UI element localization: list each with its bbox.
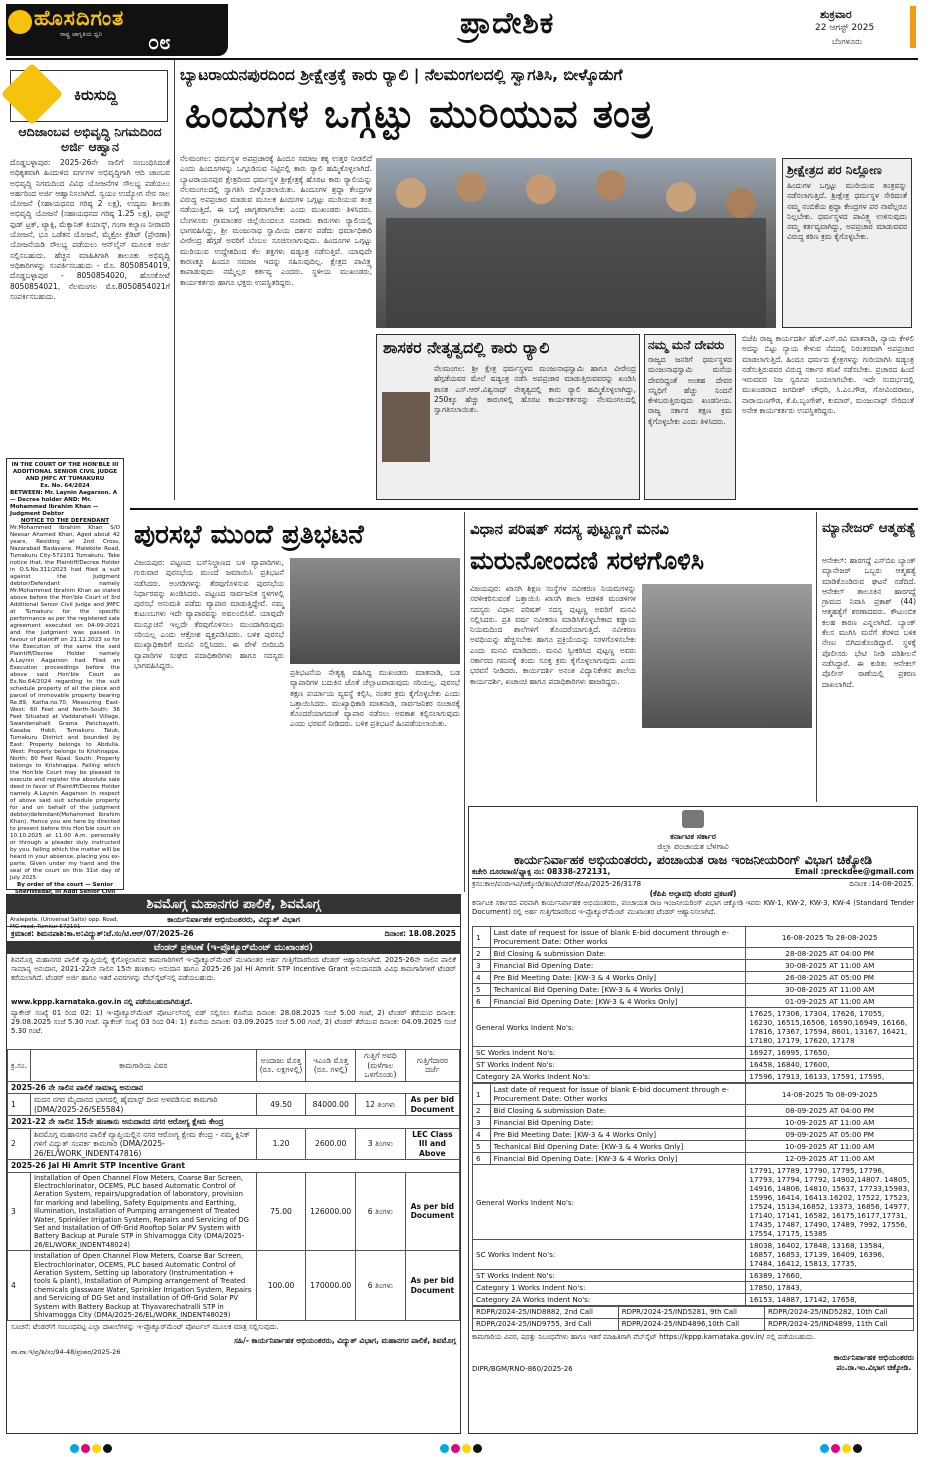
row-amount: 100.00 bbox=[256, 1251, 306, 1321]
table-row bbox=[473, 1165, 914, 1240]
table-row bbox=[473, 1105, 914, 1117]
masthead-rule bbox=[6, 58, 918, 60]
shimoga-tender bbox=[6, 894, 461, 1434]
court-notice-advocate: Aralepete, (Universal Salts) opp. Road, MG road, Tumkur-572101 bbox=[10, 917, 119, 930]
page-number: ೦೮ bbox=[148, 30, 171, 54]
indent-value: 16389, 17660, bbox=[746, 1270, 914, 1282]
lead-continuation-body: ಬಿಜೆಪಿ ರಾಜ್ಯ ಕಾರ್ಯದರ್ಶಿ ಹೆಚ್.ಎಸ್.ರವಿ ಮಾತನಾಡಿ, ನ್ಯಾಯ ಕೇಳಲಿ ಅದನ್ನು ಬಿಟ್ಟು ನ್ಯಾಯ ಕೇಳುವ ನೆಪದಲ್ಲಿ ನಿರಂತರವಾಗಿ ಅಪಪ್ರಚಾರ ಮಾಡಲಾಗುತ್ತಿದೆ. ಹಿಂದೂ ಧರ್ಮದ ಕ್ಷೇತ್ರಗಳನ್ನು ಗುರಿಯಾಗಿಸಿ ಷಡ್ಯಂತ್ರ ನಡೆಸುತ್ತಿರುವವರ ವಿರುದ್ಧ ಸರ್ಕಾರ ತನಿಖೆ ನಡೆಸಬೇಕು. ಪ್ರಚಾರದ ಹಿಂದೆ ಇರುವವರ ನಿಜ ಸ್ವರೂಪ ಬಯಲಾಗಬೇಕು. ಇದೇ ಸಂದರ್ಭದಲ್ಲಿ ಮುಖಂಡರಾದ ಜಗದೀಶ್ ಚೌಧರಿ, ಸಿ.ಎಂ.ಗೌಡ, ಗೋವಿಂದರಾಜು, ನಾರಾಯಣಗೌಡ, ಕೆ.ಪಿ.ಬೃಂಗೇಶ್, ಕುಮಾರ್, ಮಂಜುನಾಥ್ ಸೇರಿದಂತೆ ಅನೇಕ ಕಾರ್ಯಕರ್ತರು ಉಪಸ್ಥಿತರಿದ್ದರು. bbox=[742, 334, 914, 416]
shimoga-works-table bbox=[7, 1049, 460, 1321]
table-row bbox=[473, 1240, 914, 1270]
indent-value: 17596, 17913, 16133, 17591, 17595, bbox=[746, 1071, 914, 1083]
rdpr-cell: RDPR/2024-25/IND9755, 3rd Call bbox=[473, 1319, 619, 1331]
row-value: 30-08-2025 AT 11:00 AM bbox=[746, 960, 914, 972]
shimoga-note: ಸೂಚನೆ: ಟೆಂಡರ್‌ಗೆ ಸಂಬಂಧಪಟ್ಟ ಎಲ್ಲಾ ದಾಖಲೆಗಳನ್ನು ಇ-ಪ್ರೊಕ್ಯೂರ್‌ಮೆಂಟ್ ಪೋರ್ಟಲ್ ಮೂಲಕ ಮಾತ್ರ ಸಲ್ಲಿಸುವುದು. bbox=[11, 1323, 279, 1332]
table-row bbox=[473, 1153, 914, 1165]
indent-value: 16927, 16995, 17650, bbox=[746, 1047, 914, 1059]
namma-mane-box bbox=[644, 334, 736, 500]
row-value: 30-08-2025 AT 11:00 AM bbox=[746, 984, 914, 996]
row-value: 28-08-2025 AT 04:00 PM bbox=[746, 948, 914, 960]
indent-label: General Works Indent No's: bbox=[473, 1165, 746, 1240]
row-no: 5 bbox=[473, 1141, 491, 1153]
indent-value: 17625, 17306, 17304, 17626, 17055, 16230, 16515,16506, 16590,16949, 16166, 17816, 17367, 17594, 8601, 13167, 16421, 17180, 17179, 17620, 17178 bbox=[746, 1008, 914, 1047]
table-row bbox=[473, 1294, 914, 1306]
section-title: ಪ್ರಾದೇಶಿಕ bbox=[460, 6, 555, 41]
row-class: As per bid Document bbox=[405, 1251, 459, 1321]
row-no: 1 bbox=[8, 1094, 31, 1116]
row-amount: 49.50 bbox=[256, 1094, 306, 1116]
row-label: Financial Bid Opening Date: [KW-3 & 4 Works Only] bbox=[490, 1153, 746, 1165]
shrikshetra-box bbox=[782, 158, 912, 328]
table-header: ಕ್ರ.ಸಂ. bbox=[8, 1050, 31, 1082]
court-notice-parties: BETWEEN: Mr. Laynin Aagarson. A — Decree holder AND: Mr. Mohammed Ibrahim Khan — Judgment Debtor bbox=[10, 490, 118, 517]
row-label: Pre Bid Meeting Date: [KW-3 & 4 Works Only] bbox=[490, 972, 746, 984]
shimoga-notice-head: ಟೆಂಡರ್ ಪ್ರಕಟಣೆ (ಇ-ಪ್ರೊಕ್ಯೂರ್‌ಮೆಂಟ್ ಮುಖಾಂತರ) bbox=[7, 942, 460, 954]
row-period: 12 ತಿಂಗಳು bbox=[356, 1094, 406, 1116]
row-desc: Installation of Open Channel Flow Meters, Coarse Bar Screen, Electrochlorinator, OCEMS, PLC based Automatic Control of Aeration System, repairs/upgradation of laboratory, provision for marking and labelling, Safety Equipments and Earthing, Illumination, Installation of Pumping arrangement of Treated Water, Sprinkler Irrigation System, Repairs and Servicing of DG Set and Installation of Off-Grid Rooftop Solar PV System with Battery Backup at Purale STP in Shivamogga City (DMA/2025-26/EL/WORK_INDENT48024) bbox=[30, 1172, 256, 1251]
chikkodi-notice: (ಕೆಪಿಪಿ ಅಲ್ಪಾವಧಿ ಟೆಂಡರ ಪ್ರಕಟಣೆ) bbox=[649, 889, 737, 898]
shimoga-ref: ಕ್ರಮಾಂಕ: ಶಿಮನಪಾಶಿ:ಕಾ.ಅ:ವಿದ್ಯುತ್:ಟೆ.ಸಂ/ಟಿ.ಆರ್/07/2025-26 bbox=[11, 929, 194, 938]
chikkodi-ref: ಕ್ರಸಂ:ಕಾಅ/ಪಂರಾಇವಿ/ಚಿಕ್ಕೋಡಿ/ತಾಂ/ಟೆಂಡರ್/ಕೆಪಿಪಿ/2025-26/3178 bbox=[472, 880, 642, 888]
table-row bbox=[473, 948, 914, 960]
row-no: 6 bbox=[473, 1153, 491, 1165]
table-row bbox=[473, 1008, 914, 1047]
table-row bbox=[473, 927, 914, 948]
column-rule bbox=[174, 60, 175, 500]
indent-value: 16153, 14887, 17142, 17658, bbox=[746, 1294, 914, 1306]
protest-body-left: ವಿಜಯಪುರ: ಪಟ್ಟಣದ ಬಸ್‌ನಿಲ್ದಾಣದ ಬಳಿ ವ್ಯಾಪಾರಿಗಳು, ಗುರುವಾರ ಪುರಸಭೆಯ ಮುಂದೆ ಜಮಾಯಿಸಿ ಪ್ರತಿಭಟನೆ ನಡೆಸಿದರು. ಅಂಗಡಿಗಳನ್ನು ತೆರವುಗೊಳಿಸುವ ಪುರಸಭೆಯ ನಿರ್ಧಾರವನ್ನು ಖಂಡಿಸಿದರು. ಪಟ್ಟಣದ ಸಾರ್ವಜನಿಕ ಸ್ಥಳಗಳಲ್ಲಿ ಪುರಸಭೆ ಅನುಮತಿ ಪಡೆದು ವ್ಯಾಪಾರ ಮಾಡುತ್ತಿದ್ದೇವೆ. ನಮ್ಮ ಕುಟುಂಬಗಳು ಇದೇ ವ್ಯಾಪಾರವನ್ನು ಅವಲಂಬಿಸಿವೆ. ಯಾವುದೇ ಮುನ್ಸೂಚನೆ ಇಲ್ಲದೇ ತೆರವುಗೊಳಿಸಲು ಮುಂದಾಗಿರುವುದು ಸರಿಯಲ್ಲ ಎಂದು ಆಕ್ರೋಶ ವ್ಯಕ್ತಪಡಿಸಿದರು. ಬಳಿಕ ಪುರಸಭೆ ಮುಖ್ಯಾಧಿಕಾರಿಗೆ ಮನವಿ ಸಲ್ಲಿಸಿದರು. ಈ ವೇಳೆ ಬೀದಿಬದಿ ವ್ಯಾಪಾರಿಗಳ ಸಂಘದ ಪದಾಧಿಕಾರಿಗಳು ಹಾಗೂ ಸದಸ್ಯರು ಭಾಗವಹಿಸಿದ್ದರು. bbox=[134, 558, 284, 670]
chikkodi-schedule-table-2 bbox=[472, 1083, 914, 1306]
row-no: 4 bbox=[473, 1129, 491, 1141]
issue-date: 22 ಆಗಸ್ಟ್ 2025 bbox=[815, 23, 875, 33]
shimoga-website: www.kppp.karnataka.gov.in ನಲ್ಲಿ ಪಡೆಯಬಹುದಾಗಿರುತ್ತದೆ. bbox=[11, 998, 193, 1006]
shimoga-intro: ಶಿವಮೊಗ್ಗ ಮಹಾನಗರ ಪಾಲಿಕೆ ವ್ಯಾಪ್ತಿಯಲ್ಲಿ ಕೈಗೊಳ್ಳಲಾಗುವ ಕಾಮಗಾರಿಗಳಿಗೆ ಇ-ಪ್ರೊಕ್ಯೂರ್‌ಮೆಂಟ್ ಮುಖಾಂತರ ಅರ್ಹ ಗುತ್ತಿಗೆದಾರರಿಂದ ಟೆಂಡರ್ ಆಹ್ವಾನಿಸಲಾಗಿದೆ. 2025-26ನೇ ಸಾಲಿನ ಪಾಲಿಕೆ ಸಾಮಾನ್ಯ ಅನುದಾನ, 2021-22ನೇ ಸಾಲಿನ 15ನೇ ಹಣಕಾಸು ಅನುದಾನ ಹಾಗೂ 2025-26 Jal Hi Amrit STP Incentive Grant ಅನುದಾನದಡಿ ವಿವಿಧ ಕಾಮಗಾರಿಗಳಿಗೆ ಟೆಂಡರ್ ಕರೆಯಲಾಗಿದೆ. ಟೆಂಡರ್ ಅರ್ಜಿ ಹಾಗೂ ಇತರೆ ವಿವರಗಳನ್ನು ವೆಬ್‌ಸೈಟ್‌ನಲ್ಲಿ ಪಡೆಯಬಹುದು. bbox=[11, 956, 456, 982]
row-label: Techanical Bid Opening Date: [KW-3 & 4 Works Only] bbox=[490, 984, 746, 996]
rdpr-cell: RDPR/2024-25/IND8882, 2nd Call bbox=[473, 1307, 619, 1319]
row-period: 6 ತಿಂಗಳು bbox=[356, 1251, 406, 1321]
row-period: 3 ತಿಂಗಳು bbox=[356, 1128, 406, 1160]
table-row bbox=[473, 972, 914, 984]
row-label: Bid Closing & submission Date: bbox=[490, 1105, 746, 1117]
court-notice-title: IN THE COURT OF THE HON'BLE III ADDITIONAL SENIOR CIVIL JUDGE AND JMFC AT TUMAKURU bbox=[11, 462, 119, 482]
indent-value: 18038, 16402, 17848, 13168, 13584, 16857, 16853, 17139, 16409, 16396, 17484, 16412, 15813, 17735, bbox=[746, 1240, 914, 1270]
protest-headline: ಪುರಸಭೆ ಮುಂದೆ ಪ್ರತಿಭಟನೆ bbox=[134, 520, 364, 550]
table-row bbox=[473, 1117, 914, 1129]
row-emd: 84000.00 bbox=[306, 1094, 356, 1116]
row-value: 14-08-2025 To 08-09-2025 bbox=[746, 1084, 914, 1105]
row-class: As per bid Document bbox=[405, 1094, 459, 1116]
paper-name: ಹೊಸದಿಗಂತ bbox=[34, 6, 125, 30]
manager-body: ಆನೇಕಲ್: ಹಾರಗದ್ದೆ ಎಸ್‌ಬಿಐ ಬ್ಯಾಂಕ್ ಮ್ಯಾನೇಜರ್ ಒಬ್ಬರು ಆತ್ಮಹತ್ಯೆ ಮಾಡಿಕೊಂಡಿರುವ ಘಟನೆ ನಡೆದಿದೆ. ಆನೇಕಲ್ ತಾಲೂಕಿನ ಹಾರಗದ್ದೆ ಗ್ರಾಮದ ನಿವಾಸಿ ಪ್ರಕಾಶ್ (44) ಆತ್ಮಹತ್ಯೆಗೆ ಶರಣಾದವರು. ಕೌಟುಂಬಿಕ ಕಲಹ ಕಾರಣ ಎನ್ನಲಾಗಿದೆ. ಬ್ಯಾಂಕ್ ಕೆಲಸ ಮುಗಿಸಿ ಮನೆಗೆ ತೆರಳಿದ ಬಳಿಕ ನೇಣು ಬಿಗಿದುಕೊಂಡಿದ್ದಾರೆ. ಸ್ಥಳಕ್ಕೆ ಪೊಲೀಸರು ಭೇಟಿ ನೀಡಿ ಪರಿಶೀಲನೆ ನಡೆಸಿದ್ದಾರೆ. ಈ ಕುರಿತು ಆನೇಕಲ್ ಪೊಲೀಸ್ ಠಾಣೆಯಲ್ಲಿ ಪ್ರಕರಣ ದಾಖಲಾಗಿದೆ. bbox=[822, 556, 916, 689]
chikkodi-date: ದಿನಾಂಕ :14-08-2025. bbox=[849, 880, 914, 888]
row-no: 1 bbox=[473, 1084, 491, 1105]
table-row bbox=[473, 996, 914, 1008]
lead-headline: ಹಿಂದುಗಳ ಒಗ್ಗಟ್ಟು ಮುರಿಯುವ ತಂತ್ರ bbox=[185, 92, 654, 136]
row-no: 6 bbox=[473, 996, 491, 1008]
chikkodi-schedule-table-1 bbox=[472, 926, 914, 1083]
table-group-label: 2025-26 ನೇ ಸಾಲಿನ ಪಾಲಿಕೆ ಸಾಮಾನ್ಯ ಅನುದಾನ bbox=[8, 1081, 460, 1094]
row-label: Financial Bid Opening Date: bbox=[490, 960, 746, 972]
protest-body-right: ಪ್ರತಿಭಟನೆಯ ನೇತೃತ್ವ ವಹಿಸಿದ್ದ ಮುಖಂಡರು ಮಾತನಾಡಿ, ಬಡ ವ್ಯಾಪಾರಿಗಳ ಬದುಕಿನ ಜೊತೆ ಚೆಲ್ಲಾಟವಾಡುವುದು ಸರಿಯಲ್ಲ. ಪುರಸಭೆ ತಕ್ಷಣ ಪರ್ಯಾಯ ವ್ಯವಸ್ಥೆ ಕಲ್ಪಿಸಿ, ನಂತರ ಕ್ರಮ ಕೈಗೊಳ್ಳಬೇಕು ಎಂದು ಒತ್ತಾಯಿಸಿದರು. ಮುಖ್ಯಾಧಿಕಾರಿ ಮಾತನಾಡಿ, ಸಾರ್ವಜನಿಕರ ಸಂಚಾರಕ್ಕೆ ತೊಂದರೆಯಾಗದಂತೆ ವ್ಯಾಪಾರ ನಡೆಸಲು ಅವಕಾಶ ಕಲ್ಪಿಸಲಾಗುವುದು ಎಂದು ಭರವಸೆ ನೀಡಿದರು. ಬಳಿಕ ಪ್ರತಿಭಟನೆ ಹಿಂಪಡೆಯಲಾಯಿತು. bbox=[290, 668, 460, 729]
paper-tagline: ರಾಷ್ಟ್ರ ಜಾಗೃತಿಯ ಧ್ವನಿ bbox=[60, 31, 103, 38]
court-notice-body: Mr.Mohammed Ibrahim Khan S/O Neesar Ahamed Khan, Aged about 42 years, Residing at 2nd Cross, Nazarabad Badavane, Malekote Road, Tumakuru City-572101 Tumakuru. Take notice that, the Plaintiff/Decree Holder in O.S.No.311/2023 had filed a suit against the Judgment debtor/Defendant namely Mr.Mohammed Ibrahim Khan as stated above before the Hon'ble Court of 3rd Additional Senior Civil Judge and JMFC at Tumakuru for the specific performance as per the registered sale agreement executed on 04-09-2021 and the Judgment was passed in favour of plaintiff on 21.12.2023 so for the Execution of the same the said Plaintiff/Decree Holder namely A.Laynin Aagarson had Filed an Execution proceedings before the above said Hon'ble Court as Ex.No.64/2024 regarding to the suit schedule property of all the piece and parcel of immovable property bearing Re.89, Katha.no.70, Measuring East-West: 60 Feet and North-South: 36 Feet Situated at Vaddarahalli Village, Swandenahalli Grama Panchayath, Kasaba Hobli, Tumakuru Taluk, Tumakuru District and bounded by East: Property belongs to Abdulla. West: Property belongs to Krishnappa. North: 80 Feet Road. South: Property belongs to Krishnappa. Failing which the Hon'ble Court may be pleased to execute and register the absolute sale deed in favor of Plaintiff/Decree Holder namely A.Laynin Aagarson in respect of above said suit schedule property for and on behalf of the judgment debtor/defendant(Mohammed Ibrahim Khan). Hence you are here by directed to present before this Hon'ble court on 10.10.2025 at 11.00 A.m. personally or through a pleader duly instructed by you, failing which the matter will be heard in your absence, placing you ex-parte. Given under my hand and the seal of the court on this 31st day of July 2025. bbox=[10, 525, 120, 881]
row-no: 3 bbox=[473, 1117, 491, 1129]
section-rule bbox=[130, 508, 918, 510]
column-rule bbox=[464, 512, 465, 892]
kiru-suddi-body: ದೊಡ್ಡಬಳ್ಳಾಪುರ: 2025-26ನೇ ಸಾಲಿಗೆ ಸಂಬಂಧಿಸಿದಂತೆ ಅಧಿಕೃತವಾಗಿ ಹಿಂದುಳಿದ ವರ್ಗಗಳ ಅಭಿವೃದ್ಧಿಗಾಗಿ ಆದಿ ಜಾಂಬವ ಅಭಿವೃದ್ಧಿ ನಿಗಮದಿಂದ ವಿವಿಧ ಯೋಜನೆಗಳ ಸೌಲಭ್ಯ ಪಡೆಯಲು ಅರ್ಹರಿಂದ ಅರ್ಜಿ ಆಹ್ವಾನಿಸಲಾಗಿದೆ. ಸ್ವಯಂ ಉದ್ಯೋಗ ನೇರ ಸಾಲ ಯೋಜನೆ (ಸಹಾಯಧನದ ಗರಿಷ್ಠ 2 ಲಕ್ಷ), ಉದ್ಯಮ ಶೀಲತಾ ಅಭಿವೃದ್ಧಿ ಯೋಜನೆ (ಸಹಾಯಧನದ ಗರಿಷ್ಠ 1.25 ಲಕ್ಷ), ಫಾಸ್ಟ್ ಫುಡ್ ಟ್ರಕ್, ಟ್ಯಾಕ್ಸಿ, ಮೆಕ್ಯಾನಿಕ್ ಕಿಯಾಸ್ಕ್, ಗಂಗಾ ಕಲ್ಯಾಣ ನೀರಾವರಿ ಯೋಜನೆ, ಭೂ ಒಡೆತನ ಯೋಜನೆ, ಮೈಕ್ರೋ ಕ್ರೆಡಿಟ್ (ಪ್ರೇರಣಾ) ಯೋಜನೆಯಡಿ ಸೌಲಭ್ಯ ಪಡೆಯಲು ಆನ್‌ಲೈನ್ ಮೂಲಕ ಅರ್ಜಿ ಸಲ್ಲಿಸಬಹುದು. ಹೆಚ್ಚಿನ ಮಾಹಿತಿಗಾಗಿ ತಾಲೂಕು ಅಭಿವೃದ್ಧಿ ಅಧಿಕಾರಿಗಳನ್ನು ಸಂಪರ್ಕಿಸಬಹುದು - ಮೊ. 8050854019, ದೊಡ್ಡಬಳ್ಳಾಪುರ - 8050854020, ಹೊಸಕೋಟೆ 8050854021, ನೆಲಮಂಗಲ ಮೊ.8050854021ಗೆ ಸಂಪರ್ಕಿಸಬಹುದು. bbox=[10, 158, 170, 301]
row-label: Financial Bid Opening Date: bbox=[490, 1117, 746, 1129]
lead-photo bbox=[376, 158, 776, 328]
table-row bbox=[473, 1282, 914, 1294]
row-emd: 2600.00 bbox=[306, 1128, 356, 1160]
mlc-kicker: ವಿಧಾನ ಪರಿಷತ್ ಸದಸ್ಯ ಪುಟ್ಟಣ್ಣಗೆ ಮನವಿ bbox=[470, 520, 669, 538]
chikkodi-email: Email :preckdee@gmail.com bbox=[794, 867, 914, 876]
row-desc: ಮದನ ನಗರ ಮೈದಾನದ ಭಾಗದಲ್ಲಿ ಹೈಮಾಸ್ಟ್ ದೀಪ ಅಳವಡಿಸುವ ಕಾಮಗಾರಿ (DMA/2025-26/SE5584) bbox=[30, 1094, 256, 1116]
table-row bbox=[8, 1251, 460, 1321]
table-row bbox=[473, 1084, 914, 1105]
table-row bbox=[473, 1141, 914, 1153]
chikkodi-sign1: ಕಾರ್ಯನಿರ್ವಾಹಕ ಅಭಿಯಂತರರು bbox=[833, 1353, 914, 1362]
registration-marks bbox=[820, 1438, 864, 1457]
mlc-photo bbox=[642, 584, 812, 728]
mla-headline: ಶಾಸಕರ ನೇತೃತ್ವದಲ್ಲಿ ಕಾರು ರ್‍ಯಾಲಿ bbox=[383, 338, 550, 357]
row-no: 2 bbox=[473, 1105, 491, 1117]
court-notice-heading: NOTICE TO THE DEFENDANT bbox=[20, 518, 110, 524]
table-row bbox=[473, 1059, 914, 1071]
row-no: 2 bbox=[473, 948, 491, 960]
chikkodi-title: ಕಾರ್ಯನಿರ್ವಾಹಕ ಅಭಿಯಂತರರು, ಪಂಚಾಯತ ರಾಜ ಇಂಜನೀಯರಿಂಗ್ ವಿಭಾಗ ಚಿಕ್ಕೋಡಿ bbox=[513, 852, 873, 867]
chikkodi-govt: ಕರ್ನಾಟಕ ಸರ್ಕಾರ bbox=[670, 832, 716, 841]
table-row bbox=[8, 1094, 460, 1116]
chikkodi-dipr: DIPR/BGM/RNO-860/2025-26 bbox=[472, 1365, 573, 1373]
masthead-accent-bar bbox=[910, 6, 916, 48]
row-no: 4 bbox=[473, 972, 491, 984]
table-header: ಅಂದಾಜು ಮೊತ್ತ (ರೂ. ಲಕ್ಷಗಳಲ್ಲಿ) bbox=[256, 1050, 306, 1082]
row-label: Financial Bid Opening Date: [KW-3 & 4 Works Only] bbox=[490, 996, 746, 1008]
row-label: Techanical Bid Opening Date: [KW-3 & 4 Works Only] bbox=[490, 1141, 746, 1153]
row-label: Last date of request for issue of blank E-bid document through e-Procurement Date: Other works bbox=[490, 1084, 746, 1105]
row-label: Bid Closing & submission Date: bbox=[490, 948, 746, 960]
row-no: 3 bbox=[473, 960, 491, 972]
court-notice bbox=[6, 458, 124, 930]
row-class: As per bid Document bbox=[405, 1172, 459, 1251]
indent-value: 17850, 17843, bbox=[746, 1282, 914, 1294]
chikkodi-website-note: ಕಾಮಗಾರಿಯ ವಿವರ, ಷರತ್ತು ನಿಬಂಧನೆಗಳು ಹಾಗೂ ಇತರೆ ಮಾಹಿತಿಗಾಗಿ ವೆಬ್‌ಸೈಟ್ https://kppp.karnataka.gov.in/ ನಲ್ಲಿ ಪಡೆಯಬಹುದು. bbox=[472, 1333, 816, 1341]
mlc-headline: ಮರುನೋಂದಣಿ ಸರಳಗೊಳಿಸಿ bbox=[470, 546, 705, 575]
row-amount: 1.20 bbox=[256, 1128, 306, 1160]
row-no: 1 bbox=[473, 927, 491, 948]
table-row bbox=[8, 1172, 460, 1251]
table-row bbox=[473, 960, 914, 972]
shimoga-schedule: ಪ್ಯಾಕೇಜ್ ಸಂಖ್ಯೆ 01 ರಿಂದ 02: 1) ಇ-ಪ್ರೊಕ್ಯೂರ್‌ಮೆಂಟ್ ಪೋರ್ಟಲ್‌ನಲ್ಲಿ ಬಿಡ್ ಸಲ್ಲಿಸಲು ಕೊನೆಯ ದಿನಾಂಕ: 28.08.2025 ಸಂಜೆ 5.00 ಗಂಟೆ, 2) ಟೆಂಡರ್ ತೆರೆಯುವ ದಿನಾಂಕ: 29.08.2025 ಸಂಜೆ 5.30 ಗಂಟೆ. ಪ್ಯಾಕೇಜ್ ಸಂಖ್ಯೆ 03 ರಿಂದ 04: 1) ಕೊನೆಯ ದಿನಾಂಕ: 03.09.2025 ಸಂಜೆ 5.00 ಗಂಟೆ, 2) ಟೆಂಡರ್ ತೆರೆಯುವ ದಿನಾಂಕ: 04.09.2025 ಸಂಜೆ 5.30 ಗಂಟೆ. bbox=[11, 1009, 456, 1035]
shimoga-subtitle: ಕಾರ್ಯನಿರ್ವಾಹಕ ಅಭಿಯಂತರರು, ವಿದ್ಯುತ್ ವಿಭಾಗ bbox=[7, 914, 460, 927]
row-value: 01-09-2025 AT 11:00 AM bbox=[746, 996, 914, 1008]
indent-label: Category 1 Works Indent No's: bbox=[473, 1282, 746, 1294]
indent-label: ST Works Indent No's: bbox=[473, 1270, 746, 1282]
row-value: 10-09-2025 AT 11:00 AM bbox=[746, 1117, 914, 1129]
indent-label: Category 2A Works Indent No's: bbox=[473, 1071, 746, 1083]
chikkodi-intro: ಕರ್ನಾಟಕ ಸರ್ಕಾರದ ಪರವಾಗಿ ಕಾರ್ಯನಿರ್ವಾಹಕ ಅಭಿಯಂತರರು, ಪಂಚಾಯತ ರಾಜ ಇಂಜನೀಯರಿಂಗ್ ವಿಭಾಗ ಚಿಕ್ಕೋಡಿ ಇವರು KW-1, KW-2, KW-3, KW-4 (Standard Tender Document) ರಲ್ಲಿ ಅರ್ಹ ಗುತ್ತಿಗೆದಾರರಿಂದ ಇ-ಪ್ರೊಕ್ಯೂರ್‌ಮೆಂಟ್ ಮುಖಾಂತರ ಟೆಂಡರ್ ಆಹ್ವಾನಿಸಲಾಗಿದೆ. bbox=[472, 899, 914, 916]
govt-emblem-icon bbox=[682, 810, 704, 828]
court-notice-case: Ex. No. 64/2024 bbox=[40, 483, 90, 489]
registration-marks bbox=[70, 1438, 114, 1457]
rdpr-cell: RDPR/2024-25/IND5282, 10th Call bbox=[765, 1307, 914, 1319]
row-no: 5 bbox=[473, 984, 491, 996]
table-row bbox=[473, 1047, 914, 1059]
row-class: LEC Class III and Above bbox=[405, 1128, 459, 1160]
kiru-suddi-headline: ಆದಿಜಾಂಬವ ಅಭಿವೃದ್ಧಿ ನಿಗಮದಿಂದ ಅರ್ಜಿ ಆಹ್ವಾನ bbox=[18, 124, 162, 154]
table-row bbox=[473, 1071, 914, 1083]
shimoga-title: ಶಿವಮೊಗ್ಗ ಮಹಾನಗರ ಪಾಲಿಕೆ, ಶಿವಮೊಗ್ಗ bbox=[7, 895, 460, 914]
mla-photo bbox=[382, 392, 430, 462]
indent-label: Category 2A Works Indent No's: bbox=[473, 1294, 746, 1306]
namma-mane-body: ರಾಜ್ಯದ ಜನರಿಗೆ ಧರ್ಮಸ್ಥಳದ ಮಂಜುನಾಥಸ್ವಾಮಿ ಮನೆಯ ದೇವರಿದ್ದಂತೆ ಅಂತಹ ದೇವರ ಸನ್ನಿಧಿಗೆ ಹೆಚ್ಚು ನಿಂದನೆ ಕೇಳಿಬರುತ್ತಿರುವುದು ಖಂಡನೀಯ. ರಾಜ್ಯ ಸರ್ಕಾರ ತಕ್ಷಣ ಕ್ರಮ ಕೈಗೊಳ್ಳಬೇಕು ಎಂದು ತಿಳಿಸಿದರು. bbox=[648, 355, 732, 426]
table-row bbox=[473, 1319, 914, 1331]
indent-label: SC Works Indent No's: bbox=[473, 1240, 746, 1270]
chikkodi-phone: ಕಚೇರಿ ದೂರವಾಣಿ/ಫ್ಯಾಕ್ಸ ನಂ: 08338-272131, bbox=[472, 867, 611, 876]
row-emd: 126000.00 bbox=[306, 1172, 356, 1251]
table-row bbox=[8, 1128, 460, 1160]
namma-mane-title: ನಮ್ಮ ಮನೆ ದೇವರು bbox=[648, 338, 725, 352]
table-header: ಗುತ್ತಿಗೆದಾರರ ದರ್ಜೆ bbox=[405, 1050, 459, 1082]
table-header: ಗುತ್ತಿಗೆ ಅವಧಿ (ಮಳೆಗಾಲ ಒಳಗೊಂಡು) bbox=[356, 1050, 406, 1082]
row-label: Last date of request for issue of blank E-bid document through e-Procurement Date: Other works bbox=[490, 927, 746, 948]
rdpr-cell: RDPR/2024-25/IND4896,10th Call bbox=[618, 1319, 764, 1331]
logo-emblem-icon bbox=[8, 10, 32, 34]
shrikshetra-title: ಶ್ರೀಕ್ಷೇತ್ರದ ಪರ ನಿಲ್ಲೋಣ bbox=[787, 163, 882, 177]
table-group-label: 2025-26 Jal Hi Amrit STP Incentive Grant bbox=[8, 1160, 460, 1173]
shimoga-sign: ಸಹಿ/- ಕಾರ್ಯನಿರ್ವಾಹಕ ಅಭಿಯಂತರರು, ವಿದ್ಯುತ್ ವಿಭಾಗ, ಮಹಾನಗರ ಪಾಲಿಕೆ, ಶಿವಮೊಗ್ಗ bbox=[233, 1336, 456, 1346]
row-value: 09-09-2025 AT 05:00 PM bbox=[746, 1129, 914, 1141]
row-value: 10-09-2025 AT 11:00 AM bbox=[746, 1141, 914, 1153]
table-header: ಕಾಮಗಾರಿಯ ವಿವರ bbox=[30, 1050, 256, 1082]
chikkodi-sign2: ಪಂ.ರಾ.ಇಂ.ವಿಭಾಗ ಚಿಕ್ಕೋಡಿ. bbox=[836, 1363, 912, 1372]
lead-kicker: ಬ್ಯಾಟರಾಯನಪುರದಿಂದ ಶ್ರೀಕ್ಷೇತ್ರಕ್ಕೆ ಕಾರು ರ್‍ಯಾಲಿ | ನೆಲಮಂಗಲದಲ್ಲಿ ಸ್ವಾಗತಿಸಿ, ಬೀಳ್ಕೊಡುಗೆ bbox=[180, 66, 623, 84]
table-row bbox=[473, 1129, 914, 1141]
rdpr-cell: RDPR/2024-25/IND5281, 9th Call bbox=[618, 1307, 764, 1319]
table-header: ಇಎಂಡಿ ಮೊತ್ತ (ರೂ. ಗಳಲ್ಲಿ) bbox=[306, 1050, 356, 1082]
indent-label: General Works Indent No's: bbox=[473, 1008, 746, 1047]
kiru-suddi-title: ಕಿರುಸುದ್ದಿ bbox=[74, 86, 118, 104]
row-value: 08-09-2025 AT 04:00 PM bbox=[746, 1105, 914, 1117]
row-period: 6 ತಿಂಗಳು bbox=[356, 1172, 406, 1251]
shimoga-footer-ref: ವಾ.ವಾ.ಇ/ಪ್ರ/ಶಿ/ಸಂ/94-48/ಪ್ರಚಾರ/2025-26 bbox=[11, 1348, 121, 1357]
table-group-label: 2021-22 ನೇ ಸಾಲಿನ 15ನೇ ಹಣಕಾಸು ಅನುದಾನದ ನಗರ ಆರೋಗ್ಯ ಕ್ಷೇಮ ಕೇಂದ್ರ bbox=[8, 1116, 460, 1129]
row-label: Pre Bid Meeting Date: [KW-3 & 4 Works Only] bbox=[490, 1129, 746, 1141]
protest-photo bbox=[290, 558, 460, 664]
court-notice-signature: By order of the court — Senior Sheristedar, III Addl Senior Civil bbox=[14, 882, 116, 895]
row-amount: 75.00 bbox=[256, 1172, 306, 1251]
chikkodi-tender bbox=[468, 806, 918, 1434]
rdpr-cell: RDPR/2024-25/IND4899, 11th Call bbox=[765, 1319, 914, 1331]
row-desc: ಶಿವಮೊಗ್ಗ ಮಹಾನಗರ ಪಾಲಿಕೆ ವ್ಯಾಪ್ತಿಯಲ್ಲಿನ ನಗರ ಆರೋಗ್ಯ ಕ್ಷೇಮ ಕೇಂದ್ರ - ನಮ್ಮ ಕ್ಲಿನಿಕ್ ಗಳಿಗೆ ವಿದ್ಯುತ್ ಸಂಪರ್ಕ ಕಾಮಗಾರಿ (DMA/2025-26/EL/WORK_INDENT47816) bbox=[30, 1128, 256, 1160]
indent-value: 17791, 17789, 17790, 17795, 17796, 17793, 17794, 17792, 14902,14807. 14805, 14916, 14806, 14810, 15637, 17733,15983, 15996, 16414, 16413.16202, 17522, 17523, 17524, 15134,16852, 13373, 16856, 14977, 17140, 17141, 16582, 16175,16177,17731, 17435, 17487, 17490, 17489, 7992, 17556, 17554, 17175, 15385 bbox=[746, 1165, 914, 1240]
shimoga-date: ದಿನಾಂಕ: 18.08.2025 bbox=[384, 929, 456, 938]
chikkodi-dept: ಜಿಲ್ಲಾ ಪಂಚಾಯತ ಬೆಳಗಾವಿ bbox=[657, 842, 729, 851]
row-value: 16-08-2025 To 28-08-2025 bbox=[746, 927, 914, 948]
registration-marks bbox=[440, 1438, 484, 1457]
column-rule bbox=[816, 512, 817, 802]
row-desc: Installation of Open Channel Flow Meters, Coarse Bar Screen, Electrochlorinator, OCEMS, PLC based Automatic Control of Aeration System, Setting up laboratory (Instrumentation + tools & plant), Installation of Pumping arrangement of Treated chemicals glassware Water, Sprinkler Irrigation System, Repairs and Servicing of DG Set and Installation of Off-Grid Solar PV System with Battery Backup at Thyavarechatralli STP in Shivamogga City (DMA/2025-26/EL/WORK_INDENT48029) bbox=[30, 1251, 256, 1321]
row-no: 2 bbox=[8, 1128, 31, 1160]
row-value: 26-08-2025 AT 05:00 PM bbox=[746, 972, 914, 984]
row-value: 12-09-2025 AT 11:00 AM bbox=[746, 1153, 914, 1165]
row-emd: 170000.00 bbox=[306, 1251, 356, 1321]
chikkodi-rdpr-table bbox=[472, 1306, 914, 1331]
table-row bbox=[473, 1307, 914, 1319]
manager-headline: ಮ್ಯಾನೇಜರ್ ಆತ್ಮಹತ್ಯೆ bbox=[822, 520, 916, 536]
table-row bbox=[473, 1270, 914, 1282]
issue-day: ಶುಕ್ರವಾರ bbox=[820, 8, 852, 21]
row-no: 3 bbox=[8, 1172, 31, 1251]
row-no: 4 bbox=[8, 1251, 31, 1321]
lead-body: ನೆಲಮಂಗಲ: ಧರ್ಮಸ್ಥಳ ಅಪಪ್ರಚಾರಕ್ಕೆ ಹಿಂದೂ ಸಮಾಜ ತಕ್ಕ ಉತ್ತರ ನೀಡಲಿದೆ ಎಂದು ಹಿಂದೂಗಳನ್ನು ಒಗ್ಗೂಡಿಸುವ ನಿಟ್ಟಿನಲ್ಲಿ ಕಾರು ರ್‍ಯಾಲಿ ಹಮ್ಮಿಕೊಳ್ಳಲಾಗಿದೆ. ಬ್ಯಾಟರಾಯನಪುರ ಕ್ಷೇತ್ರದಿಂದ ಧರ್ಮಸ್ಥಳ ಶ್ರೀಕ್ಷೇತ್ರಕ್ಕೆ ಹೊರಟ ಕಾರು ರ್‍ಯಾಲಿಯನ್ನು ನೆಲಮಂಗಲದಲ್ಲಿ ಸ್ವಾಗತಿಸಿ ಬೀಳ್ಕೊಡಲಾಯಿತು. ಹಿಂದೂಗಳ ಶ್ರದ್ಧಾ ಕೇಂದ್ರಗಳ ವಿರುದ್ಧ ಅಪಪ್ರಚಾರ ಮಾಡುವ ಮೂಲಕ ಹಿಂದುಗಳ ಒಗ್ಗಟ್ಟು ಮುರಿಯುವ ತಂತ್ರ ನಡೆಯುತ್ತಿದೆ. ಈ ಬಗ್ಗೆ ಜಾಗೃತರಾಗಬೇಕು ಎಂದು ಮುಖಂಡರು ತಿಳಿಸಿದರು. ಬೆಂಗಳೂರು ಗ್ರಾಮಾಂತರ ಜಿಲ್ಲೆಯಿಂದಲೂ ನೂರಾರು ಕಾರುಗಳು ರ್‍ಯಾಲಿಯಲ್ಲಿ ಭಾಗವಹಿಸಿದ್ದು, ಶ್ರೀ ಮಂಜುನಾಥ ಸ್ವಾಮಿಯ ದರ್ಶನ ಪಡೆದು ಧರ್ಮಾಧಿಕಾರಿ ವೀರೇಂದ್ರ ಹೆಗ್ಗಡೆ ಅವರಿಗೆ ಬೆಂಬಲ ಸೂಚಿಸಲಾಗುವುದು. ಹಿಂದೂಗಳ ಒಗ್ಗಟ್ಟು ಮುರಿಯುವ ಉದ್ದೇಶದಿಂದ ಕೆಲ ಶಕ್ತಿಗಳು ಷಡ್ಯಂತ್ರ ನಡೆಸುತ್ತಿವೆ. ಯಾವುದೇ ಕಾರಣಕ್ಕೂ ಹಿಂದೂ ಸಮಾಜ ಇದನ್ನು ಸಹಿಸುವುದಿಲ್ಲ. ಕ್ಷೇತ್ರದ ಪಾವಿತ್ರ್ಯ ಕಾಪಾಡುವುದು ನಮ್ಮೆಲ್ಲರ ಕರ್ತವ್ಯ ಎಂದರು. ಸ್ಥಳೀಯ ಮುಖಂಡರು, ಕಾರ್ಯಕರ್ತರು ಹಾಗೂ ಭಕ್ತರು ಉಪಸ್ಥಿತರಿದ್ದರು. bbox=[180, 154, 372, 287]
issue-place: ಬೆಂಗಳೂರು bbox=[832, 37, 862, 46]
table-row bbox=[473, 984, 914, 996]
mla-body: ನೆಲಮಂಗಲ: ಶ್ರೀ ಕ್ಷೇತ್ರ ಧರ್ಮಸ್ಥಳದ ಮಂಜುನಾಥಸ್ವಾಮಿ ಹಾಗೂ ವೀರೇಂದ್ರ ಹೆಗ್ಗಡೆಯವರ ಮೇಲೆ ಷಡ್ಯಂತ್ರ ನಡೆಸಿ ಅಪಪ್ರಚಾರ ಮಾಡುತ್ತಿರುವವರನ್ನು ಖಂಡಿಸಿ ಶಾಸಕ ಎಸ್.ಆರ್.ವಿಶ್ವನಾಥ್ ನೇತೃತ್ವದಲ್ಲಿ ಕಾರು ರ್‍ಯಾಲಿ ಹಮ್ಮಿಕೊಳ್ಳಲಾಗಿದ್ದು, 250ಕ್ಕೂ ಹೆಚ್ಚು ಕಾರುಗಳಲ್ಲಿ ಹೊರಟ ಕಾರ್ಯಕರ್ತರನ್ನು ನೆಲಮಂಗಲದಲ್ಲಿ ಸ್ವಾಗತಿಸಲಾಯಿತು. bbox=[434, 364, 636, 415]
shrikshetra-body: ಹಿಂದುಗಳ ಒಗ್ಗಟ್ಟು ಮುರಿಯುವ ತಂತ್ರವನ್ನು ನಡೆಸಲಾಗುತ್ತಿದೆ. ಶ್ರೀಕ್ಷೇತ್ರ ಧರ್ಮಸ್ಥಳ ಸೇರಿದಂತೆ ನಮ್ಮ ನಂಬಿಕೆಯ ಶ್ರದ್ಧಾ ಕೇಂದ್ರಗಳ ಪರ ನಾವೆಲ್ಲರೂ ನಿಲ್ಲಬೇಕು. ಧರ್ಮಸ್ಥಳದ ಪಾವಿತ್ರ್ಯ ಉಳಿಸುವುದು ನಮ್ಮ ಕರ್ತವ್ಯವಾಗಿದ್ದು, ಅಪಪ್ರಚಾರ ಮಾಡುವವರ ವಿರುದ್ಧ ಕಠಿಣ ಕ್ರಮ ಕೈಗೊಳ್ಳಬೇಕು. bbox=[787, 181, 907, 242]
indent-label: ST Works Indent No's: bbox=[473, 1059, 746, 1071]
indent-value: 16458, 16840, 17600, bbox=[746, 1059, 914, 1071]
mlc-body: ವಿಜಯಪುರ: ಖಾಸಗಿ ಶಿಕ್ಷಣ ಸಂಸ್ಥೆಗಳ ನವೀಕರಣ ನಿಯಮಗಳನ್ನು ಸರಳೀಕರಿಸುವಂತೆ ಒತ್ತಾಯಿಸಿ ಖಾಸಗಿ ಶಾಲಾ ಆಡಳಿತ ಮಂಡಳಿಗಳ ಸದಸ್ಯರು ವಿಧಾನ ಪರಿಷತ್ ಸದಸ್ಯ ಪುಟ್ಟಣ್ಣ ಅವರಿಗೆ ಮನವಿ ಸಲ್ಲಿಸಿದರು. ಪ್ರತಿ ವರ್ಷ ನವೀಕರಣ ಮಾಡಿಸಿಕೊಳ್ಳಬೇಕಾದ ಕಡ್ಡಾಯ ನಿಯಮದಿಂದ ಶಾಲೆಗಳಿಗೆ ತೊಂದರೆಯಾಗುತ್ತಿದೆ. ನವೀಕರಣ ಅವಧಿಯನ್ನು ಹೆಚ್ಚಿಸಬೇಕು ಹಾಗೂ ಪ್ರಕ್ರಿಯೆಯನ್ನು ಸರಳಗೊಳಿಸಬೇಕು ಎಂದು ಮನವಿ ಮಾಡಿದರು. ಮನವಿ ಸ್ವೀಕರಿಸಿದ ಪುಟ್ಟಣ್ಣ ಅವರು ಸರ್ಕಾರದ ಗಮನಕ್ಕೆ ತಂದು ಸೂಕ್ತ ಕ್ರಮ ಕೈಗೊಳ್ಳಲಾಗುವುದು ಎಂದು ಭರವಸೆ ನೀಡಿದರು. ಕಾರ್ಯದರ್ಶಿ ಅನಂತ ವಿದ್ಯಾನಿಕೇತನ ಶಾಲೆಯ ಕಾರ್ಯದರ್ಶಿ, ಖಜಾಂಚಿ ಹಾಗೂ ಪದಾಧಿಕಾರಿಗಳು ಹಾಜರಿದ್ದರು. bbox=[470, 584, 636, 686]
indent-label: SC Works Indent No's: bbox=[473, 1047, 746, 1059]
